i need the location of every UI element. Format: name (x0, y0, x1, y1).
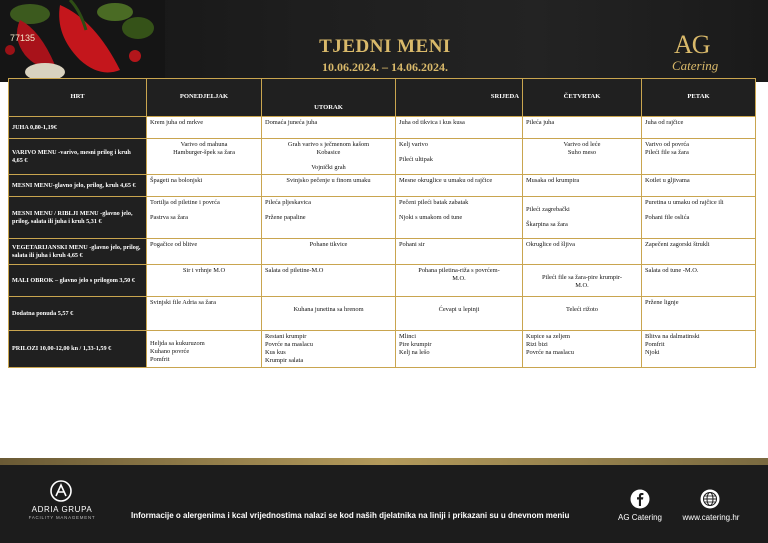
row-header: Dodatna ponuda 5,57 € (9, 297, 147, 331)
dish-line: Musaka od krumpira (526, 177, 580, 184)
menu-row (9, 331, 756, 368)
globe-icon[interactable] (700, 489, 720, 509)
menu-cell-fri (642, 239, 756, 265)
dish-line: Krumpir salata (265, 357, 304, 364)
logo-catering-text: Catering (672, 58, 719, 73)
dish-line: Pileći zagrebački (526, 206, 570, 213)
adria-grupa-logo (24, 480, 100, 524)
menu-code: 77135 (10, 33, 36, 43)
dish-line: Kotlet u gljivama (645, 177, 690, 184)
row-header: MESNI MENU / RIBLJI MENU -glavno jelo, prilog, salata ili juha i kruh 5,31 € (9, 197, 147, 239)
dish-line: Svinjski file Adria sa žara (150, 299, 217, 306)
dish-line: Kuhana junetina sa hrenom (293, 306, 364, 313)
row-header: PRILOZI 10,00-12,00 kn / 1,33-1,59 € (9, 331, 147, 368)
dish-line: Kuhano povrće (150, 348, 190, 355)
row-header: MESNI MENU-glavno jelo, prilog, kruh 4,65 € (9, 175, 147, 197)
dish-line: Domaća juneća juha (265, 119, 318, 126)
company-name: ADRIA GRUPA (31, 505, 93, 514)
dish-line: Tortilja od piletine i povrća (150, 199, 220, 206)
dish-line: Pileći ultipak (399, 156, 433, 163)
dish-line (399, 149, 519, 156)
menu-cell-thu (523, 197, 642, 239)
menu-cell-wed (396, 297, 523, 331)
menu-cell-thu (523, 239, 642, 265)
menu-cell-tue (262, 297, 396, 331)
footer (0, 458, 768, 543)
menu-cell-mon (147, 175, 262, 197)
dish-line: Restani krumpir (265, 333, 307, 340)
menu-row (9, 239, 756, 265)
col-header-hrt: HRT (9, 79, 147, 117)
website-link[interactable]: www.catering.hr (682, 513, 740, 522)
menu-row (9, 139, 756, 175)
dish-line: Pržene papaline (265, 214, 306, 221)
weekly-menu-table (8, 78, 756, 368)
menu-cell-thu (523, 117, 642, 139)
dish-line: Pogačice od blitve (150, 241, 198, 248)
dish-line: Hamburger-špek sa žara (173, 149, 235, 156)
col-header-monday: PONEDJELJAK (147, 79, 262, 117)
dish-line (399, 207, 519, 214)
dish-line: Zapečeni zagorski štrukli (645, 241, 710, 248)
dish-line: Puretina u umaku od rajčice ili (645, 199, 724, 206)
dish-line: M.O. (452, 275, 466, 282)
col-header-thursday: ČETVRTAK (523, 79, 642, 117)
menu-cell-mon (147, 265, 262, 297)
menu-cell-tue (262, 197, 396, 239)
menu-cell-fri (642, 175, 756, 197)
dish-line: Pileća juha (526, 119, 555, 126)
dish-line: Pomfrit (645, 341, 665, 348)
dish-line: Njoki (645, 349, 660, 356)
logo-ag-text: AG (674, 30, 710, 59)
menu-cell-tue (262, 139, 396, 175)
menu-cell-thu (523, 139, 642, 175)
dish-line (526, 267, 638, 274)
dish-line (265, 207, 392, 214)
menu-cell-mon (147, 139, 262, 175)
page-title: TJEDNI MENI (319, 36, 451, 57)
dish-line: M.O. (575, 282, 589, 289)
dish-line: Ćevapi u lepinji (438, 306, 480, 313)
dish-line: Škarpina sa žara (526, 221, 568, 228)
menu-cell-wed (396, 331, 523, 368)
dish-line: Teleći rižoto (565, 306, 599, 313)
menu-row (9, 117, 756, 139)
menu-cell-fri (642, 139, 756, 175)
dish-line: Salata od tune -M.O. (645, 267, 699, 274)
dish-line: Varivo od mahuna (180, 141, 228, 148)
dish-line: Njoki s umakom od tune (399, 214, 463, 221)
menu-row (9, 175, 756, 197)
menu-cell-wed (396, 239, 523, 265)
menu-cell-fri (642, 197, 756, 239)
dish-line: Suho meso (567, 149, 597, 156)
facebook-icon[interactable] (630, 489, 650, 509)
dish-line: Okruglice od šljiva (526, 241, 575, 248)
dish-line: Svinjsko pečenje u finom umaku (286, 177, 371, 184)
menu-cell-mon (147, 117, 262, 139)
dish-line: Pečeni pileći batak zabatak (399, 199, 469, 206)
row-header: MALI OBROK – glavno jelo s prilogom 3,50 € (9, 265, 147, 297)
dish-line: Kelj varivo (399, 141, 428, 148)
dish-line (399, 299, 519, 306)
dish-line: Kus kus (265, 349, 286, 356)
menu-cell-thu (523, 175, 642, 197)
dish-line: Pileći file sa žara-pire krumpir- (541, 274, 623, 281)
dish-line: Kelj na lešo (399, 349, 430, 356)
adria-logo-icon (50, 480, 72, 502)
menu-cell-mon (147, 197, 262, 239)
dish-line (526, 214, 638, 221)
dish-line (526, 199, 638, 206)
dish-line: Pomfrit (150, 356, 170, 363)
dish-line: Pohani file oslića (645, 214, 690, 221)
row-header: JUHA 0,80-1,19€ (9, 117, 147, 139)
menu-cell-fri (642, 117, 756, 139)
col-header-tuesday: UTORAK (262, 79, 396, 117)
company-subtitle: FACILITY MANAGEMENT (28, 515, 96, 520)
dish-line: Juha od rajčice (645, 119, 684, 126)
menu-cell-thu (523, 331, 642, 368)
dish-line: Heljda sa kukuruzom (150, 340, 205, 347)
dish-line: Pržene lignje (645, 299, 679, 306)
dish-line (150, 333, 258, 340)
dish-line: Pastrva sa žara (150, 214, 188, 221)
menu-cell-wed (396, 139, 523, 175)
dish-line: Mesne okruglice u umaku od rajčice (399, 177, 493, 184)
dish-line (265, 157, 392, 164)
dish-line: Krem juha od mrkve (150, 119, 204, 126)
dish-line: Kupice sa zeljem (526, 333, 571, 340)
dish-line: Vojnički grah (311, 164, 346, 171)
menu-cell-tue (262, 175, 396, 197)
dish-line (150, 207, 258, 214)
menu-cell-thu (523, 297, 642, 331)
dish-line: Blitva na dalmatinski (645, 333, 700, 340)
dish-line (645, 207, 752, 214)
dish-line (265, 299, 392, 306)
allergen-info-text: Informacije o alergenima i kcal vrijednostima nalazi se kod naših djelatnika na liniji i prikazani su u dnevnom meniu (131, 511, 570, 520)
menu-cell-tue (262, 117, 396, 139)
menu-row (9, 265, 756, 297)
menu-row (9, 197, 756, 239)
row-header: VARIVO MENU -varivo, mesni prilog i kruh 4,65 € (9, 139, 147, 175)
ag-catering-logo (668, 28, 738, 78)
menu-cell-fri (642, 265, 756, 297)
dish-line: Varivo od leće (563, 141, 601, 148)
dish-line: Rizi bizi (526, 341, 548, 348)
dish-line: Salata od piletine-M.O (265, 267, 324, 274)
row-header: VEGETARIJANSKI MENU -glavno jelo, prilog, salata ili juha i kruh 4,65 € (9, 239, 147, 265)
dish-line: Mlinci (399, 333, 417, 340)
date-range: 10.06.2024. – 14.06.2024. (322, 60, 448, 74)
col-header-wednesday: SRIJEDA (396, 79, 523, 117)
menu-cell-thu (523, 265, 642, 297)
menu-cell-mon (147, 297, 262, 331)
dish-line: Povrće na maslacu (526, 349, 574, 356)
menu-cell-wed (396, 265, 523, 297)
dish-line: Špageti na bolonjski (150, 177, 203, 184)
menu-cell-mon (147, 239, 262, 265)
menu-cell-mon (147, 331, 262, 368)
footer-gold-band (0, 458, 768, 465)
facebook-label[interactable]: AG Catering (617, 513, 663, 522)
menu-cell-fri (642, 297, 756, 331)
dish-line: Kobasice (316, 149, 341, 156)
dish-line: Pileća pljeskavica (265, 199, 311, 206)
dish-line: Juha od tikvica i kus kusa (399, 119, 465, 126)
dish-line: Varivo od povrća (645, 141, 690, 148)
dish-line: Pohana piletina-riža s povrćem- (418, 267, 500, 274)
dish-line: Pohani sir (399, 241, 425, 248)
menu-cell-tue (262, 331, 396, 368)
table-header-row (9, 79, 756, 117)
menu-cell-tue (262, 265, 396, 297)
dish-line: Pohane tikvice (309, 241, 348, 248)
dish-line (526, 299, 638, 306)
menu-row (9, 297, 756, 331)
menu-cell-wed (396, 175, 523, 197)
dish-line: Pileći file sa žara (645, 149, 689, 156)
dish-line: Pire krumpir (399, 341, 432, 348)
dish-line: Grah varivo s ječmenom kašom (287, 141, 370, 148)
menu-cell-wed (396, 197, 523, 239)
dish-line: Sir i vrhnje M.O (182, 267, 226, 274)
menu-cell-fri (642, 331, 756, 368)
menu-cell-tue (262, 239, 396, 265)
col-header-friday: PETAK (642, 79, 756, 117)
menu-cell-wed (396, 117, 523, 139)
dish-line: Povrće na maslacu (265, 341, 313, 348)
